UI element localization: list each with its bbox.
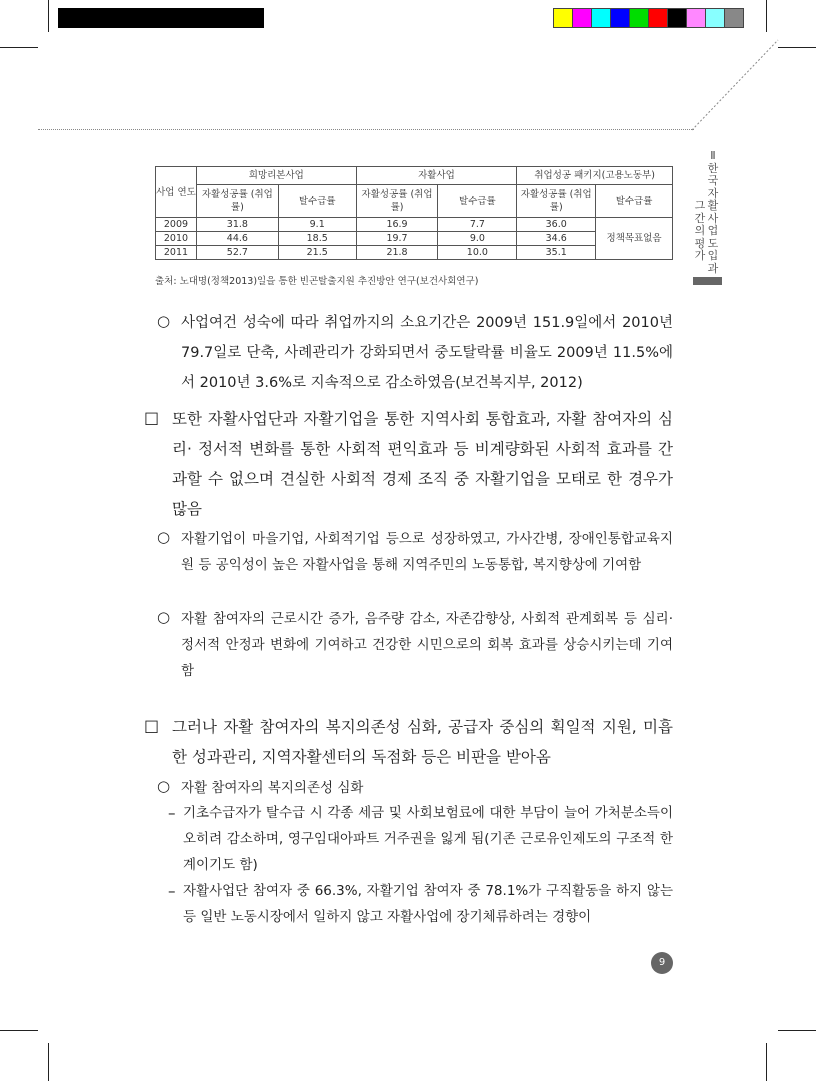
paragraph: 자활 참여자의 근로시간 증가, 음주량 감소, 자존감향상, 사회적 관계회복 등 심리· 정서적 안정과 변화에 기여하고 건강한 시민으로의 회복 효과를 상승시키는데 기여함: [181, 611, 673, 679]
color-swatch: [573, 9, 592, 27]
table-cell: 7.7: [438, 218, 517, 232]
cell-year: 2009: [156, 218, 197, 232]
header-dotted-line: [38, 129, 694, 130]
table-cell: 10.0: [438, 246, 517, 260]
crop-mark: [0, 1030, 38, 1031]
crop-mark: [778, 47, 816, 48]
crop-mark: [766, 1043, 767, 1081]
cell-year: 2010: [156, 232, 197, 246]
cell-year: 2011: [156, 246, 197, 260]
bullet-circle: ○: [157, 608, 171, 626]
crop-mark: [778, 1030, 816, 1031]
merged-cell: 정책목표없음: [596, 218, 673, 260]
table-source: 출처: 노대명(정책2013)일을 통한 빈곤탈출지원 추진방안 연구(보건사회연구): [155, 276, 479, 287]
table-cell: 52.7: [196, 246, 278, 260]
table-row: [156, 232, 673, 246]
color-registration-bar: [553, 8, 744, 28]
bullet-dash: –: [168, 804, 176, 822]
header-sub: 탈수급률: [596, 185, 673, 218]
crop-mark: [0, 47, 38, 48]
header-group: 취업성공 패키지(고용노동부): [517, 167, 673, 185]
paragraph: 사업여건 성숙에 따라 취업까지의 소요기간은 2009년 151.9일에서 2010년 79.7일로 단축, 사례관리가 강화되면서 중도탈락률 비율도 2009년 11.5%에서 2010년 3.6%로 지속적으로 감소하였음(보건복지부, 2012): [181, 315, 673, 391]
color-swatch: [668, 9, 687, 27]
paragraph: 자활 참여자의 복지의존성 심화: [181, 780, 364, 796]
crop-mark: [766, 0, 767, 32]
bullet-circle: ○: [157, 528, 171, 546]
bullet-square: □: [144, 716, 160, 735]
table-cell: 21.5: [278, 246, 356, 260]
table-cell: 18.5: [278, 232, 356, 246]
performance-table: [155, 166, 673, 260]
bullet-square: □: [144, 408, 160, 427]
header-sub: 자활성공률 (취업률): [517, 185, 596, 218]
table-cell: 35.1: [517, 246, 596, 260]
paragraph: 그러나 자활 참여자의 복지의존성 심화, 공급자 중심의 획일적 지원, 미흡한 성과관리, 지역자활센터의 독점화 등은 비판을 받아옴: [172, 718, 673, 766]
bullet-circle: ○: [157, 312, 171, 330]
header-group: 희망리본사업: [196, 167, 356, 185]
table-row: [156, 246, 673, 260]
color-swatch: [630, 9, 649, 27]
table-cell: 9.0: [438, 232, 517, 246]
paragraph: 자활사업단 참여자 중 66.3%, 자활기업 참여자 중 78.1%가 구직활동을 하지 않는 등 일반 노동시장에서 일하지 않고 자활사업에 장기체류하려는 경향이: [183, 883, 673, 925]
table-cell: 19.7: [356, 232, 438, 246]
table-cell: 31.8: [196, 218, 278, 232]
header-sub: 자활성공률 (취업률): [356, 185, 438, 218]
header-sub: 자활성공률 (취업률): [196, 185, 278, 218]
side-tab-bar: [693, 277, 722, 285]
paragraph: 또한 자활사업단과 자활기업을 통한 지역사회 통합효과, 자활 참여자의 심리· 정서적 변화를 통한 사회적 편익효과 등 비계량화된 사회적 효과를 간과할 수 없으며 견실한 사회적 경제 조직 중 자활기업을 모태로 한 경우가 많음: [172, 410, 673, 518]
color-swatch: [687, 9, 706, 27]
side-tab-subtitle: 그 간의 평가: [694, 199, 706, 262]
bullet-dash: –: [168, 882, 176, 900]
paragraph: 자활기업이 마을기업, 사회적기업 등으로 성장하였고, 가사간병, 장애인통합교육지원 등 공익성이 높은 자활사업을 통해 지역주민의 노동통합, 복지향상에 기여함: [181, 531, 673, 573]
header-dotted-diagonal: [690, 38, 780, 133]
table-row: [156, 218, 673, 232]
side-tab-title: Ⅱ 한국 자활사업 도입과: [707, 149, 719, 275]
header-sub: 탈수급률: [438, 185, 517, 218]
color-swatch: [649, 9, 668, 27]
crop-mark: [48, 1043, 49, 1081]
table-cell: 44.6: [196, 232, 278, 246]
color-swatch: [725, 9, 743, 27]
color-swatch: [554, 9, 573, 27]
color-swatch: [592, 9, 611, 27]
table-cell: 21.8: [356, 246, 438, 260]
header-year: 사업 연도: [156, 167, 197, 218]
header-sub: 탈수급률: [278, 185, 356, 218]
page-number: 9: [651, 952, 673, 974]
table-cell: 9.1: [278, 218, 356, 232]
registration-black-bar: [58, 8, 264, 28]
table-cell: 36.0: [517, 218, 596, 232]
table-cell: 34.6: [517, 232, 596, 246]
color-swatch: [706, 9, 725, 27]
paragraph: 기초수급자가 탈수급 시 각종 세금 및 사회보험료에 대한 부담이 늘어 가처분소득이 오히려 감소하며, 영구임대아파트 거주권을 잃게 됨(기존 근로유인제도의 구조적 한계이기도 함): [183, 805, 673, 873]
table-cell: 16.9: [356, 218, 438, 232]
crop-mark: [48, 0, 49, 32]
header-group: 자활사업: [356, 167, 517, 185]
bullet-circle: ○: [157, 777, 171, 795]
color-swatch: [611, 9, 630, 27]
